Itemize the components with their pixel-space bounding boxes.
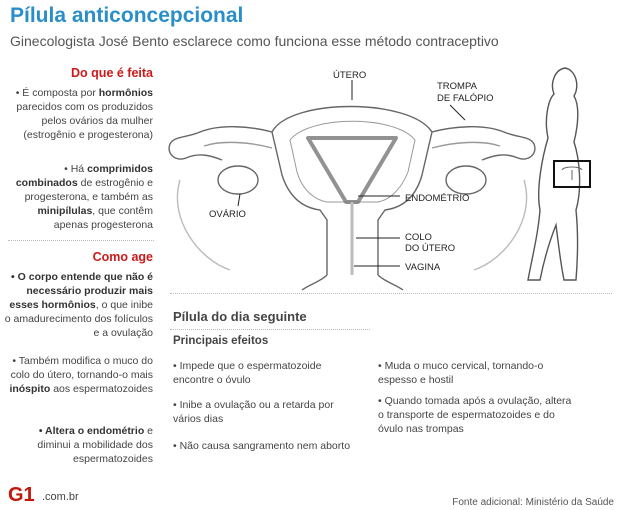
label-ovario: OVÁRIO bbox=[209, 209, 246, 220]
effect-item: • Inibe a ovulação ou a retarda por vários dias bbox=[173, 399, 334, 425]
action-paragraph-3 bbox=[3, 424, 153, 466]
next-day-title: Pílula do dia seguinte bbox=[173, 309, 307, 324]
page-subtitle: Ginecologista José Bento esclarece como funciona esse método contraceptivo bbox=[10, 33, 499, 49]
body-text: parecidos com os produzidos pelos ovários da mulher (estrogênio e progesterona) bbox=[16, 101, 153, 141]
bullet-text: • É composta por bbox=[15, 87, 96, 99]
body-text: e diminui a mobilidade dos espermatozoides bbox=[37, 425, 153, 465]
bullet-text: • Há bbox=[64, 163, 85, 175]
label-trompa-2: DE FALÓPIO bbox=[437, 93, 494, 104]
composition-paragraph-2 bbox=[3, 162, 153, 232]
body-text: de estrogênio e progesterona, e também as bbox=[24, 177, 153, 203]
endometrium-lining bbox=[308, 138, 396, 202]
effect-item: • Impede que o espermatozoide encontre o óvulo bbox=[173, 360, 322, 386]
body-text: , o que inibe o amadurecimento dos folículos e a ovulação bbox=[4, 299, 153, 339]
label-utero: ÚTERO bbox=[333, 70, 367, 81]
bold-text: • O corpo entende que não é necessário produzir mais esses hormônios bbox=[9, 271, 153, 311]
action-paragraph-2 bbox=[3, 354, 153, 396]
bold-text: • Altera o endométrio bbox=[38, 425, 145, 437]
body-text: aos espermatozoides bbox=[53, 383, 153, 395]
source-note: Fonte adicional: Ministério da Saúde bbox=[452, 497, 614, 508]
section-heading-composition: Do que é feita bbox=[71, 66, 153, 80]
label-colo-1: COLO bbox=[405, 232, 432, 243]
divider bbox=[170, 329, 370, 330]
composition-paragraph-1 bbox=[3, 86, 153, 142]
divider bbox=[170, 293, 612, 294]
bold-text: inóspito bbox=[9, 383, 51, 395]
label-vagina: VAGINA bbox=[405, 262, 441, 273]
g1-logo: G1 bbox=[8, 484, 35, 506]
body-text: • Também modifica o muco do colo do útero, tornando-o mais bbox=[10, 355, 153, 381]
label-trompa-1: TROMPA bbox=[437, 81, 477, 92]
effect-item: • Quando tomada após a ovulação, altera o transporte de espermatozoides e do óvulo nas trompas bbox=[378, 395, 572, 435]
logo-domain: .com.br bbox=[42, 491, 79, 503]
effect-item: • Não causa sangramento nem aborto bbox=[173, 440, 351, 452]
bold-text: comprimidos combinados bbox=[15, 163, 153, 189]
bold-text: minipílulas bbox=[37, 205, 93, 217]
label-colo-2: DO ÚTERO bbox=[405, 243, 456, 254]
next-day-subtitle: Principais efeitos bbox=[173, 335, 269, 347]
divider bbox=[8, 240, 154, 241]
bold-text: hormônios bbox=[98, 87, 153, 99]
section-heading-action: Como age bbox=[92, 250, 153, 264]
label-endometrio: ENDOMÉTRIO bbox=[405, 193, 470, 204]
body-text: , que contêm apenas progesterona bbox=[53, 205, 153, 231]
anatomy-diagram bbox=[160, 60, 620, 292]
page-title: Pílula anticoncepcional bbox=[10, 4, 244, 27]
effect-item: • Muda o muco cervical, tornando-o espesso e hostil bbox=[378, 360, 544, 386]
action-paragraph-1 bbox=[3, 270, 153, 340]
